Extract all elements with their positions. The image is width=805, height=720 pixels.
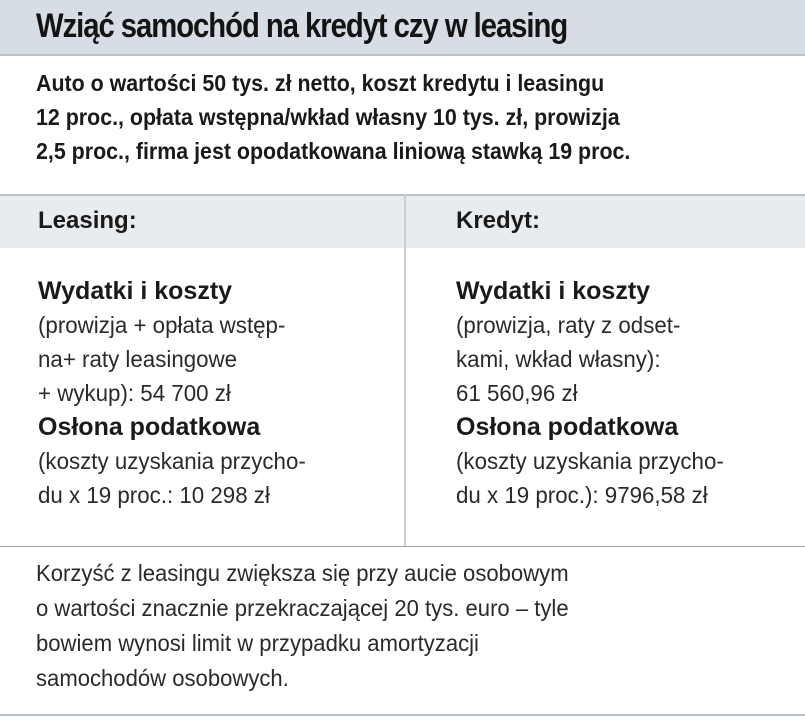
intro-line: Auto o wartości 50 tys. zł netto, koszt kredytu i leasingu (36, 70, 605, 96)
kredyt-expenses-heading: Wydatki i koszty (456, 277, 651, 305)
intro-text (36, 66, 805, 168)
intro-line: 12 proc., opłata wstępna/wkład własny 10 tys. zł, prowizja (36, 104, 620, 130)
leasing-expenses-line: na+ raty leasingowe (38, 346, 238, 372)
kredyt-label: Kredyt: (456, 207, 541, 234)
kredyt-shield-line: du x 19 proc.): 9796,58 zł (456, 482, 708, 508)
leasing-expenses-heading: Wydatki i koszty (38, 277, 233, 305)
leasing-column (38, 274, 398, 512)
kredyt-column (456, 274, 805, 512)
infobox-title: Wziąć samochód na kredyt czy w leasing (36, 7, 568, 45)
footer-line: Korzyść z leasingu zwiększa się przy aucie osobowym (36, 560, 569, 586)
kredyt-expenses-line: (prowizja, raty z odset- (456, 312, 681, 338)
intro-line: 2,5 proc., firma jest opodatkowana liniową stawką 19 proc. (36, 138, 631, 164)
leasing-label: Leasing: (38, 207, 137, 234)
kredyt-shield-heading: Osłona podatkowa (456, 413, 679, 441)
leasing-expenses-line: + wykup): 54 700 zł (38, 380, 231, 406)
column-divider (404, 194, 406, 546)
kredyt-shield-line: (koszty uzyskania przycho- (456, 448, 724, 474)
leasing-shield-line: du x 19 proc.: 10 298 zł (38, 482, 270, 508)
section-separator (0, 546, 805, 547)
bottom-rule (0, 714, 805, 716)
leasing-shield-heading: Osłona podatkowa (38, 413, 261, 441)
leasing-expenses-line: (prowizja + opłata wstęp- (38, 312, 286, 338)
footer-line: samochodów osobowych. (36, 665, 289, 691)
footer-line: o wartości znacznie przekraczającej 20 tys. euro – tyle (36, 595, 569, 621)
footer-note (36, 556, 796, 696)
leasing-shield-line: (koszty uzyskania przycho- (38, 448, 306, 474)
kredyt-expenses-line: kami, wkład własny): (456, 346, 661, 372)
footer-line: bowiem wynosi limit w przypadku amortyzacji (36, 630, 479, 656)
kredyt-expenses-line: 61 560,96 zł (456, 380, 578, 406)
